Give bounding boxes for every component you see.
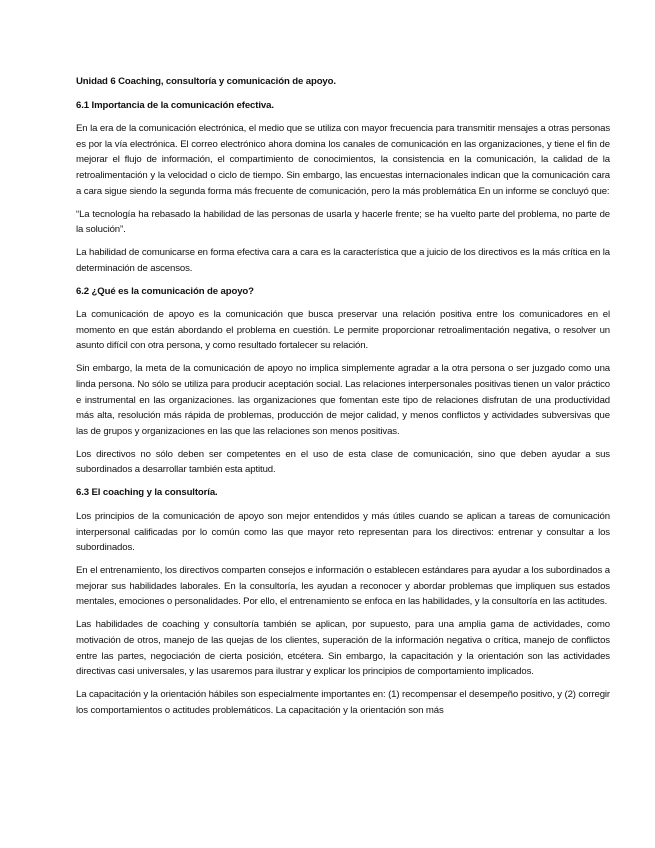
paragraph: Las habilidades de coaching y consultoría también se aplican, por supuesto, para una amplia gama de actividades, como motivación de otros, manejo de las quejas de los clientes, superación de la información negativa o crítica, manejo de conflictos entre las partes, negociación de cierta posición, etcétera. Sin embargo, la capacitación y la orientación son las actividades directivas casi universales, y las usaremos para ilustrar y explicar los principios de comportamiento implicados.: [76, 619, 610, 678]
paragraph: Sin embargo, la meta de la comunicación de apoyo no implica simplemente agradar a la otra persona o ser juzgado como una linda persona. No sólo se utiliza para producir aceptación social. Las relaciones interpersonales positivas tienen un valor práctico e instrumental en las organizaciones. las organizaciones que fomentan este tipo de relaciones disfrutan de una productividad más alta, resolución más rápida de problemas, producción de mejor calidad, y menos conflictos y actividades subversivas que las de grupos y organizaciones en las que las relaciones son menos positivas.: [76, 363, 610, 437]
paragraph: La habilidad de comunicarse en forma efectiva cara a cara es la característica que a juicio de los directivos es la más crítica en la determinación de ascensos.: [76, 247, 610, 274]
quote-paragraph: “La tecnología ha rebasado la habilidad de las personas de usarla y hacerle frente; se ha vuelto parte del problema, no parte de la solución”.: [76, 208, 610, 236]
paragraph: La comunicación de apoyo es la comunicación que busca preservar una relación positiva entre los comunicadores en el momento en que están abordando el problema en cuestión. Le permite proporcionar retroalimentación negativa, o resolver un asunto difícil con otra persona, y como resultado fortalecer su relación.: [76, 309, 610, 352]
paragraph: Los directivos no sólo deben ser competentes en el uso de esta clase de comunicación, sino que deben ayudar a sus subordinados a desarrollar también esta aptitud.: [76, 448, 610, 476]
section-heading-6-3: 6.3 El coaching y la consultoría.: [76, 487, 218, 499]
paragraph: En el entrenamiento, los directivos comparten consejos e información o establecen estándares para ayudar a los subordinados a mejorar sus habilidades laborales. En la consultoría, les ayudan a reconocer y abordar problemas que impliquen sus estados mentales, emociones o personalidades. Por ello, el entrenamiento se enfoca en las habilidades, y la consultoría en las actitudes.: [76, 565, 610, 608]
document-page: [76, 74, 610, 726]
section-heading-6-1: 6.1 Importancia de la comunicación efectiva.: [76, 99, 274, 111]
paragraph: En la era de la comunicación electrónica, el medio que se utiliza con mayor frecuencia para transmitir mensajes a otras personas es por la vía electrónica. El correo electrónico ahora domina los canales de comunicación en las organizaciones, y tiene el fin de mejorar el flujo de información, el compartimiento de conocimientos, la consistencia en la comunicación, la calidad de la retroalimentación y la velocidad o ciclo de tiempo. Sin embargo, las encuestas internacionales indican que la comunicación cara a cara sigue siendo la segunda forma más frecuente de comunicación, pero la más problemática En un informe se concluyó que:: [76, 123, 610, 197]
paragraph: Los principios de la comunicación de apoyo son mejor entendidos y más útiles cuando se aplican a tareas de comunicación interpersonal calificadas por lo común como las que mayor reto representan para los directivos: entrenar y consultar a los subordinados.: [76, 511, 610, 554]
section-heading-6-2: 6.2 ¿Qué es la comunicación de apoyo?: [76, 285, 254, 297]
unit-title: Unidad 6 Coaching, consultoría y comunicación de apoyo.: [76, 76, 336, 87]
paragraph: La capacitación y la orientación hábiles son especialmente importantes en: (1) recompensar el desempeño positivo, y (2) corregir los comportamientos o actitudes problemáticos. La capacitación y la orientación son más: [76, 689, 610, 716]
